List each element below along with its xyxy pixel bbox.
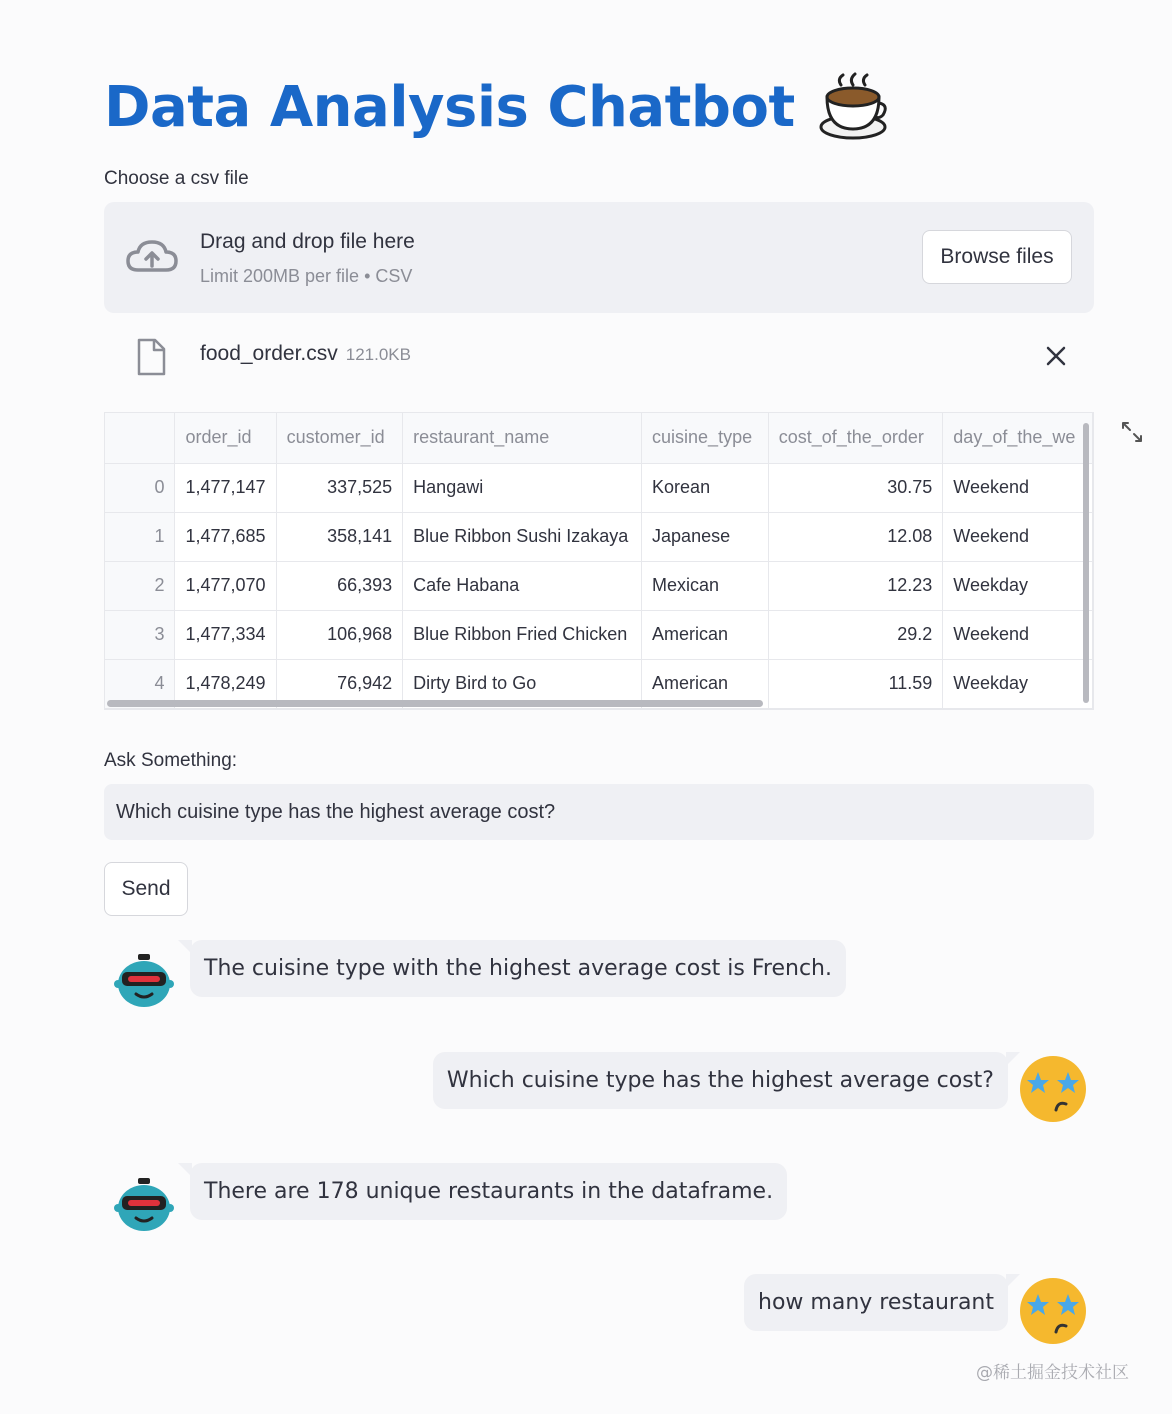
column-header[interactable]: day_of_the_we	[943, 413, 1093, 463]
row-index: 4	[105, 659, 175, 708]
data-table	[105, 413, 1093, 709]
horizontal-scrollbar[interactable]	[107, 700, 763, 707]
table-cell[interactable]: Dirty Bird to Go	[403, 659, 642, 708]
cloud-upload-icon	[124, 236, 180, 280]
table-cell[interactable]: Weekend	[943, 610, 1093, 659]
uploader-label: Choose a csv file	[104, 168, 249, 189]
vertical-scrollbar[interactable]	[1083, 423, 1089, 703]
file-name	[200, 342, 411, 366]
dropzone-subtitle: Limit 200MB per file • CSV	[200, 266, 413, 286]
file-size: 121.0KB	[345, 345, 411, 364]
table-cell[interactable]: Hangawi	[403, 463, 642, 512]
table-row	[105, 561, 1093, 610]
user-avatar	[1018, 1276, 1088, 1346]
column-header[interactable]: cuisine_type	[642, 413, 769, 463]
table-cell[interactable]: Blue Ribbon Fried Chicken	[403, 610, 642, 659]
table-cell[interactable]: 1,477,334	[175, 610, 276, 659]
file-icon	[136, 338, 166, 376]
table-cell[interactable]: Japanese	[642, 512, 769, 561]
table-cell[interactable]: 1,478,249	[175, 659, 276, 708]
watermark: @稀土掘金技术社区	[976, 1363, 1129, 1383]
user-message: how many restaurant	[744, 1274, 1008, 1331]
table-header-row	[105, 413, 1093, 463]
expand-icon[interactable]	[1120, 420, 1144, 444]
row-index: 0	[105, 463, 175, 512]
column-header[interactable]: cost_of_the_order	[768, 413, 943, 463]
dataframe-table[interactable]	[104, 412, 1094, 710]
table-cell[interactable]: Blue Ribbon Sushi Izakaya	[403, 512, 642, 561]
table-cell[interactable]: 1,477,685	[175, 512, 276, 561]
table-cell[interactable]: Weekday	[943, 659, 1093, 708]
table-cell[interactable]: 66,393	[276, 561, 403, 610]
browse-files-button[interactable]: Browse files	[922, 230, 1072, 284]
table-cell[interactable]: Mexican	[642, 561, 769, 610]
file-dropzone[interactable]	[104, 202, 1094, 313]
table-cell[interactable]: Weekend	[943, 463, 1093, 512]
bot-message: There are 178 unique restaurants in the dataframe.	[190, 1163, 787, 1220]
bot-avatar	[112, 946, 176, 1010]
coffee-cup-icon	[817, 71, 889, 143]
ask-input[interactable]	[104, 784, 1094, 840]
page-title: Data Analysis Chatbot	[104, 74, 795, 140]
table-cell[interactable]: 358,141	[276, 512, 403, 561]
row-index: 1	[105, 512, 175, 561]
table-cell[interactable]: Korean	[642, 463, 769, 512]
table-cell[interactable]: Weekday	[943, 561, 1093, 610]
column-header[interactable]: restaurant_name	[403, 413, 642, 463]
table-cell[interactable]: 11.59	[768, 659, 943, 708]
page-header	[104, 62, 889, 152]
send-button[interactable]: Send	[104, 862, 188, 916]
ask-label: Ask Something:	[104, 750, 238, 771]
table-cell[interactable]: Weekend	[943, 512, 1093, 561]
table-cell[interactable]: 337,525	[276, 463, 403, 512]
column-header[interactable]	[105, 413, 175, 463]
file-name-text: food_order.csv	[200, 342, 338, 365]
table-cell[interactable]: 12.08	[768, 512, 943, 561]
table-cell[interactable]: 106,968	[276, 610, 403, 659]
dropzone-title: Drag and drop file here	[200, 230, 415, 253]
bot-avatar	[112, 1170, 176, 1234]
table-cell[interactable]: 1,477,147	[175, 463, 276, 512]
table-cell[interactable]: American	[642, 659, 769, 708]
table-cell[interactable]: 76,942	[276, 659, 403, 708]
uploaded-file-row	[104, 332, 1094, 382]
table-row	[105, 610, 1093, 659]
table-row	[105, 463, 1093, 512]
user-message: Which cuisine type has the highest average cost?	[433, 1052, 1008, 1109]
table-cell[interactable]: 29.2	[768, 610, 943, 659]
row-index: 3	[105, 610, 175, 659]
row-index: 2	[105, 561, 175, 610]
table-cell[interactable]: American	[642, 610, 769, 659]
table-cell[interactable]: 30.75	[768, 463, 943, 512]
bot-message: The cuisine type with the highest average cost is French.	[190, 940, 846, 997]
table-row	[105, 512, 1093, 561]
user-avatar	[1018, 1054, 1088, 1124]
table-cell[interactable]: Cafe Habana	[403, 561, 642, 610]
column-header[interactable]: order_id	[175, 413, 276, 463]
table-cell[interactable]: 12.23	[768, 561, 943, 610]
column-header[interactable]: customer_id	[276, 413, 403, 463]
close-icon[interactable]	[1044, 344, 1068, 368]
table-cell[interactable]: 1,477,070	[175, 561, 276, 610]
